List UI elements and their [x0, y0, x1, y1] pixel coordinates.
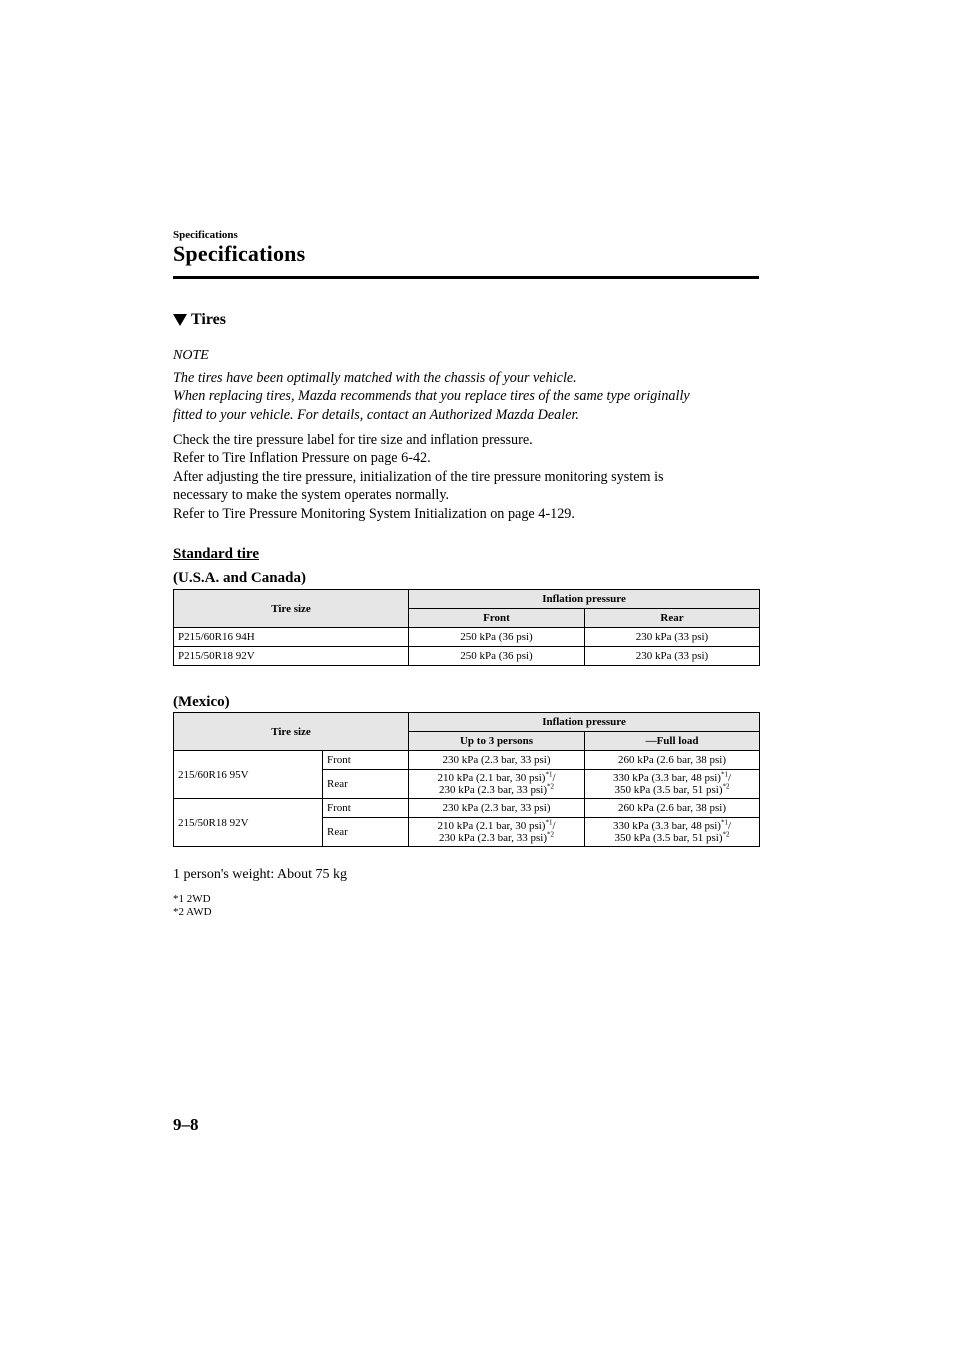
axle-label: Front: [323, 751, 409, 770]
footnote-mark: *1: [720, 770, 728, 779]
note-text: [173, 369, 763, 424]
body-text: [173, 431, 763, 523]
pressure-value: 210 kPa (2.1 bar, 30 psi): [437, 820, 546, 832]
pressure-cell: 260 kPa (2.6 bar, 38 psi): [585, 799, 760, 818]
col-front: Front: [409, 609, 585, 628]
pressure-cell: [409, 818, 585, 847]
pressure-value: 330 kPa (3.3 bar, 48 psi): [612, 772, 721, 784]
separator: /: [727, 772, 732, 784]
footnote-mark: *2: [547, 830, 555, 839]
separator: /: [727, 820, 732, 832]
section-heading: [173, 311, 226, 329]
title-divider: [173, 276, 759, 279]
note-line: When replacing tires, Mazda recommends that you replace tires of the same type originally: [173, 388, 690, 405]
section-title: Tires: [191, 311, 226, 328]
pressure-value: 230 kPa (2.3 bar, 33 psi): [438, 784, 548, 796]
rear-pressure-cell: 230 kPa (33 psi): [585, 628, 760, 647]
footnote-awd: *2 AWD: [173, 906, 212, 918]
table-row: [174, 647, 760, 666]
usa-table-heading: (U.S.A. and Canada): [173, 570, 306, 586]
table-row: [174, 799, 760, 818]
pressure-cell: 230 kPa (2.3 bar, 33 psi): [409, 751, 585, 770]
tire-size-cell: 215/50R18 92V: [174, 799, 323, 847]
tire-size-cell: P215/50R18 92V: [174, 647, 409, 666]
table-row: [174, 751, 760, 770]
col-inflation-pressure: Inflation pressure: [409, 590, 760, 609]
tire-size-cell: P215/60R16 94H: [174, 628, 409, 647]
pressure-cell: 260 kPa (2.6 bar, 38 psi): [585, 751, 760, 770]
pressure-value: 230 kPa (2.3 bar, 33 psi): [438, 832, 548, 844]
body-line: After adjusting the tire pressure, initialization of the tire pressure monitoring system is: [173, 468, 664, 485]
footnote-2wd: *1 2WD: [173, 893, 211, 905]
chapter-label: Specifications: [173, 229, 238, 241]
pressure-cell: [585, 770, 760, 799]
footnote-mark: *1: [720, 818, 728, 827]
usa-tire-table: [173, 589, 760, 666]
page-title: Specifications: [173, 241, 306, 266]
rear-pressure-cell: 230 kPa (33 psi): [585, 647, 760, 666]
pressure-cell: [409, 770, 585, 799]
body-line: Check the tire pressure label for tire size and inflation pressure.: [173, 432, 533, 448]
col-full-load: —Full load: [585, 732, 760, 751]
col-tire-size: Tire size: [174, 590, 409, 628]
pressure-cell: 230 kPa (2.3 bar, 33 psi): [409, 799, 585, 818]
col-up-to-3-persons: Up to 3 persons: [409, 732, 585, 751]
front-pressure-cell: 250 kPa (36 psi): [409, 628, 585, 647]
col-tire-size: Tire size: [174, 713, 409, 751]
mexico-table-heading: (Mexico): [173, 694, 230, 710]
pressure-value: 210 kPa (2.1 bar, 30 psi): [437, 772, 546, 784]
table-row: [174, 628, 760, 647]
col-rear: Rear: [585, 609, 760, 628]
axle-label: Rear: [323, 770, 409, 799]
body-line: Refer to Tire Inflation Pressure on page 6-42.: [173, 450, 431, 467]
axle-label: Front: [323, 799, 409, 818]
footnote-mark: *2: [547, 782, 555, 791]
body-line: necessary to make the system operates normally.: [173, 487, 450, 504]
col-inflation-pressure: Inflation pressure: [409, 713, 760, 732]
axle-label: Rear: [323, 818, 409, 847]
separator: /: [552, 772, 556, 784]
page-number: 9–8: [173, 1115, 199, 1134]
note-label: NOTE: [173, 348, 209, 363]
triangle-down-icon: [173, 314, 187, 326]
note-line: fitted to your vehicle. For details, contact an Authorized Mazda Dealer.: [173, 406, 579, 423]
footnote-mark: *1: [545, 770, 553, 779]
note-line: The tires have been optimally matched with the chassis of your vehicle.: [173, 370, 577, 386]
footnote-mark: *2: [722, 830, 730, 839]
mexico-tire-table: [173, 712, 760, 847]
pressure-value: 350 kPa (3.5 bar, 51 psi): [614, 784, 723, 796]
standard-tire-heading: Standard tire: [173, 546, 259, 562]
footnote-mark: *2: [722, 782, 730, 791]
pressure-cell: [585, 818, 760, 847]
front-pressure-cell: 250 kPa (36 psi): [409, 647, 585, 666]
tire-size-cell: 215/60R16 95V: [174, 751, 323, 799]
separator: /: [552, 820, 556, 832]
body-line: Refer to Tire Pressure Monitoring System Initialization on page 4-129.: [173, 505, 575, 522]
pressure-value: 330 kPa (3.3 bar, 48 psi): [612, 820, 721, 832]
pressure-value: 350 kPa (3.5 bar, 51 psi): [614, 832, 723, 844]
weight-note: 1 person's weight: About 75 kg: [173, 867, 348, 882]
footnote-mark: *1: [545, 818, 553, 827]
